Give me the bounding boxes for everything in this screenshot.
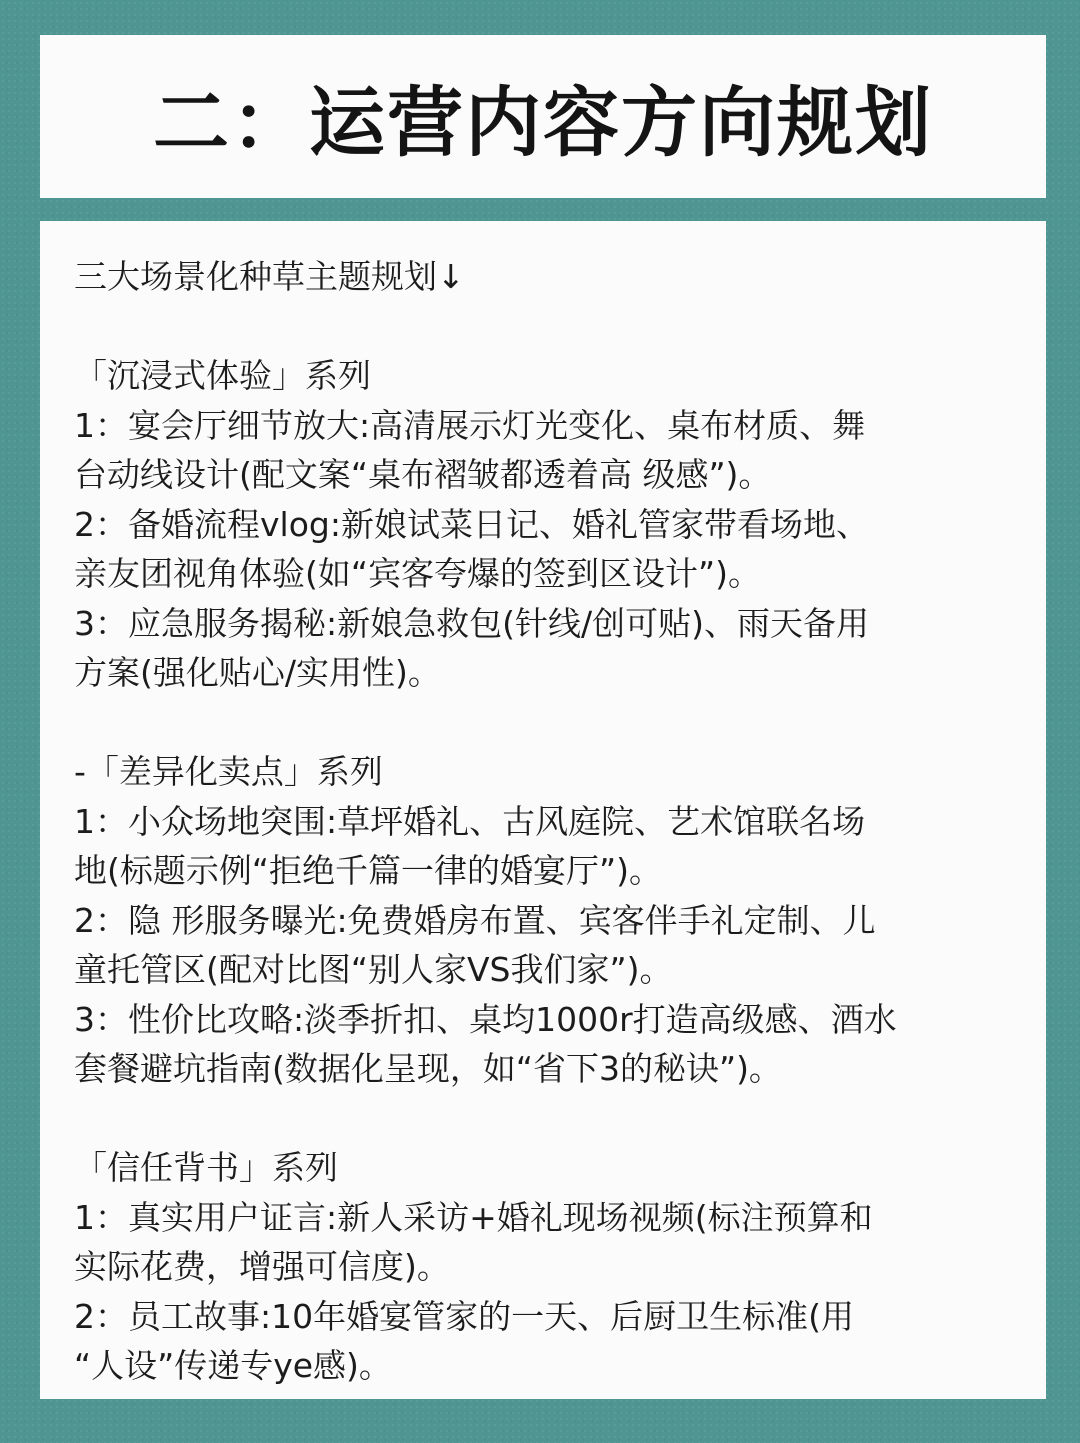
section-heading: 「沉浸式体验」系列: [74, 356, 371, 395]
spacer: [74, 1094, 1014, 1144]
spacer: [74, 302, 1014, 352]
section-immersive: [74, 351, 1014, 698]
section-line: 台动线设计(配文案“桌布褶皱都透着高 级感”)。: [74, 455, 772, 494]
section-line: 2：隐 形服务曝光:免费婚房布置、宾客伴手礼定制、儿: [74, 900, 876, 940]
section-line: 3：应急服务揭秘:新娘急救包(针线/创可贴)、雨天备用: [74, 603, 869, 643]
title-card: [40, 35, 1046, 198]
section-line: 亲友团视角体验(如“宾客夸爆的签到区设计”)。: [74, 554, 761, 593]
section-line: 1：宴会厅细节放大:高清展示灯光变化、桌布材质、舞: [74, 405, 866, 445]
page-title: 二：运营内容方向规划: [153, 78, 933, 167]
section-line: 套餐避坑指南(数据化呈现，如“省下3的秘诀”)。: [74, 1049, 782, 1088]
section-line: 1：小众场地突围:草坪婚礼、古风庭院、艺术馆联名场: [74, 801, 866, 841]
section-heading: -「差异化卖点」系列: [74, 752, 383, 791]
section-line: 1：真实用户证言:新人采访+婚礼现场视频(标注预算和: [74, 1197, 873, 1237]
section-line: 地(标题示例“拒绝千篇一律的婚宴厅”)。: [74, 851, 662, 890]
section-heading: 「信任背书」系列: [74, 1148, 338, 1187]
section-line: 方案(强化贴心/实用性)。: [74, 653, 441, 692]
content-card: [40, 221, 1046, 1399]
intro-line: 三大场景化种草主题规划↓: [74, 257, 465, 296]
section-line: 实际花费，增强可信度)。: [74, 1247, 450, 1286]
section-line: 童托管区(配对比图“别人家VS我们家”)。: [74, 950, 673, 989]
section-line: 2：员工故事:10年婚宴管家的一天、后厨卫生标准(用: [74, 1296, 854, 1336]
spacer: [74, 698, 1014, 748]
section-line: “人设”传递专ye感)。: [74, 1346, 392, 1385]
section-trust: [74, 1143, 1014, 1391]
section-line: 2：备婚流程vlog:新娘试菜日记、婚礼管家带看场地、: [74, 504, 869, 544]
content-body: [74, 252, 1014, 1391]
section-differentiation: [74, 747, 1014, 1094]
section-line: 3：性价比攻略:淡季折扣、桌均1000r打造高级感、酒水: [74, 999, 897, 1039]
